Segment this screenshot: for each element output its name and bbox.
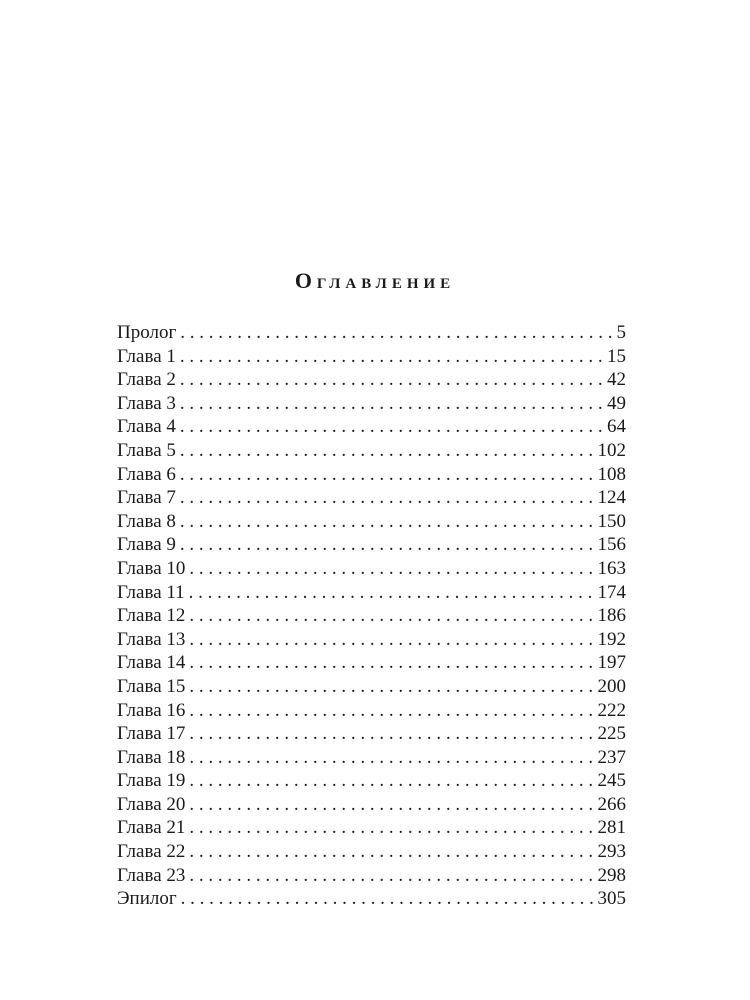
toc-entry (117, 675, 626, 699)
toc-entry-label: Пролог (117, 322, 177, 343)
dot-leader (189, 746, 595, 770)
toc-entry-page-number: 5 (616, 322, 626, 343)
toc-entry-page-number: 186 (597, 605, 626, 627)
toc-entry (117, 887, 626, 911)
toc-entry (117, 816, 626, 840)
toc-entry-page-number: 192 (597, 628, 626, 650)
toc-entry-page-number: 245 (597, 770, 626, 792)
table-of-contents (117, 321, 626, 911)
toc-entry-page-number: 200 (597, 675, 626, 697)
toc-entry (117, 510, 626, 534)
toc-entry-page-number: 305 (597, 888, 626, 910)
dot-leader (180, 486, 596, 510)
toc-entry-label: Глава 12 (117, 605, 186, 627)
toc-entry-label: Эпилог (117, 888, 177, 910)
toc-entry (117, 368, 626, 392)
toc-entry-page-number: 298 (597, 864, 626, 886)
toc-entry-page-number: 293 (597, 841, 626, 863)
dot-leader (189, 840, 595, 864)
toc-entry-label: Глава 17 (117, 723, 186, 745)
toc-entry-label: Глава 10 (117, 557, 186, 579)
toc-entry-label: Глава 4 (117, 416, 176, 438)
dot-leader (189, 722, 595, 746)
dot-leader (180, 368, 605, 392)
toc-entry-label: Глава 19 (117, 770, 186, 792)
dot-leader (189, 604, 595, 628)
toc-entry (117, 463, 626, 487)
toc-entry (117, 392, 626, 416)
toc-entry (117, 581, 626, 605)
dot-leader (189, 651, 595, 675)
toc-entry-label: Глава 5 (117, 439, 176, 461)
page-title: Оглавление (294, 268, 456, 293)
dot-leader (180, 463, 596, 487)
toc-entry-label: Глава 15 (117, 675, 186, 697)
toc-entry (117, 486, 626, 510)
toc-entry-label: Глава 1 (117, 345, 176, 367)
dot-leader (189, 864, 595, 888)
toc-entry (117, 769, 626, 793)
toc-entry (117, 722, 626, 746)
dot-leader (189, 816, 595, 840)
toc-entry-label: Глава 3 (117, 392, 176, 414)
toc-entry-label: Глава 8 (117, 510, 176, 532)
toc-entry-page-number: 163 (597, 557, 626, 579)
toc-entry-label: Глава 16 (117, 699, 186, 721)
toc-entry-page-number: 156 (597, 534, 626, 556)
toc-entry-page-number: 124 (597, 487, 626, 509)
toc-entry (117, 699, 626, 723)
toc-entry (117, 793, 626, 817)
dot-leader (180, 439, 596, 463)
toc-entry-label: Глава 20 (117, 793, 186, 815)
toc-entry (117, 415, 626, 439)
dot-leader (189, 581, 596, 605)
dot-leader (180, 510, 596, 534)
toc-entry (117, 840, 626, 864)
dot-leader (189, 675, 595, 699)
dot-leader (189, 557, 595, 581)
toc-entry (117, 345, 626, 369)
toc-entry-label: Глава 6 (117, 463, 176, 485)
toc-entry (117, 746, 626, 770)
toc-entry-label: Глава 13 (117, 628, 186, 650)
dot-leader (189, 628, 595, 652)
dot-leader (189, 769, 595, 793)
toc-entry-label: Глава 22 (117, 841, 186, 863)
toc-entry-page-number: 15 (607, 345, 626, 367)
toc-entry-label: Глава 7 (117, 487, 176, 509)
toc-entry-page-number: 174 (597, 581, 626, 603)
toc-entry-label: Глава 9 (117, 534, 176, 556)
toc-entry-page-number: 49 (607, 392, 626, 414)
toc-entry-label: Глава 23 (117, 864, 186, 886)
toc-entry (117, 533, 626, 557)
toc-entry-page-number: 281 (597, 817, 626, 839)
dot-leader (180, 392, 605, 416)
toc-entry (117, 628, 626, 652)
dot-leader (189, 699, 595, 723)
toc-entry (117, 439, 626, 463)
toc-entry-page-number: 237 (597, 746, 626, 768)
toc-entry-page-number: 108 (597, 463, 626, 485)
toc-entry-page-number: 197 (597, 652, 626, 674)
dot-leader (180, 321, 614, 345)
toc-entry-label: Глава 21 (117, 817, 186, 839)
toc-entry-page-number: 150 (597, 510, 626, 532)
toc-entry-page-number: 222 (597, 699, 626, 721)
dot-leader (180, 345, 605, 369)
dot-leader (180, 415, 605, 439)
toc-entry-label: Глава 18 (117, 746, 186, 768)
dot-leader (180, 533, 596, 557)
toc-entry-label: Глава 14 (117, 652, 186, 674)
toc-entry-page-number: 266 (597, 793, 626, 815)
toc-entry-label: Глава 2 (117, 369, 176, 391)
toc-entry (117, 557, 626, 581)
toc-entry-label: Глава 11 (117, 581, 185, 603)
toc-entry (117, 864, 626, 888)
toc-entry-page-number: 102 (597, 439, 626, 461)
toc-entry-page-number: 42 (607, 369, 626, 391)
dot-leader (189, 793, 595, 817)
toc-entry (117, 651, 626, 675)
toc-entry (117, 321, 626, 345)
toc-entry-page-number: 225 (597, 723, 626, 745)
toc-entry-page-number: 64 (607, 416, 626, 438)
dot-leader (181, 887, 596, 911)
toc-entry (117, 604, 626, 628)
